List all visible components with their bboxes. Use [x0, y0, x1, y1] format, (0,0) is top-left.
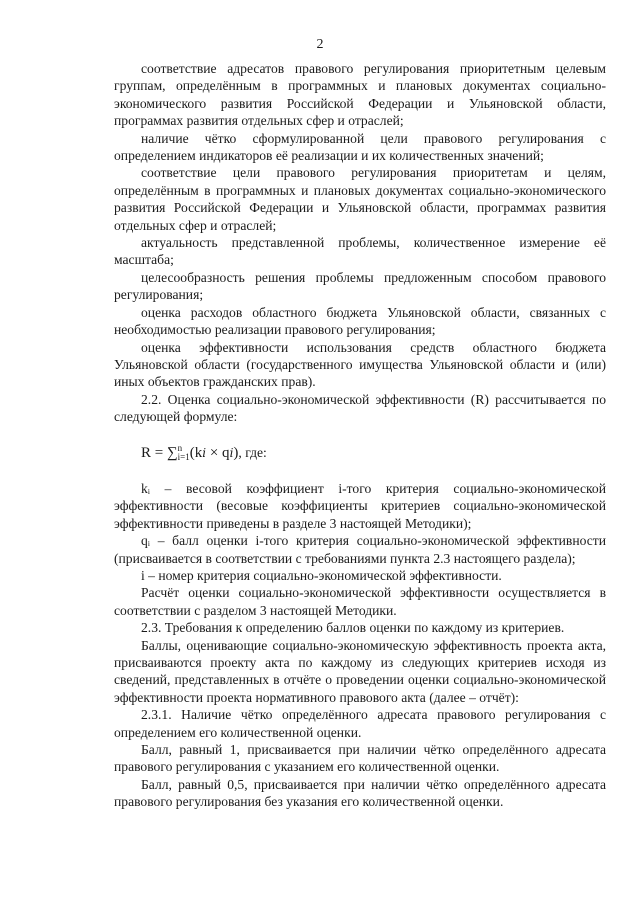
paragraph: целесообразность решения проблемы предложенным способом правового регулирования;: [114, 269, 606, 303]
formula-suffix: , где:: [238, 444, 267, 460]
formula-times: × q: [206, 444, 230, 461]
paragraph: оценка эффективности использования средств областного бюджета Ульяновской области (государственного имущества Ульяновской области и (или) иных объектов гражданских прав).: [114, 339, 606, 390]
page-number: 2: [316, 37, 324, 52]
document-body: [114, 60, 606, 811]
formula-close: ): [233, 444, 239, 461]
paragraph: Балл, равный 1, присваивается при наличии чётко определённого адресата правового регулирования с указанием его количественной оценки.: [114, 742, 606, 775]
formula-sum-lower: i=1: [177, 451, 190, 462]
definition-k: kᵢ – весовой коэффициент i-того критерия социально-экономической эффективности (весовые коэффициенты критериев социально-экономической эффективности приведены в разделе 3 настоящей Методики);: [114, 480, 606, 531]
paragraph: Расчёт оценки социально-экономической эффективности осуществляется в соответствии с разделом 3 настоящей Методики.: [114, 585, 606, 618]
definition-i: i – номер критерия социально-экономической эффективности.: [141, 567, 502, 583]
paragraph: наличие чётко сформулированной цели правового регулирования с определением индикаторов её реализации и их количественных значений;: [114, 130, 606, 164]
formula-k-subscript: i: [202, 445, 207, 460]
paragraph: соответствие адресатов правового регулирования приоритетным целевым группам, определённым в программных и плановых документах социально-экономического развития Российской Федерации и Ульяновской области, программах развития отдельных сфер и отраслей;: [114, 61, 606, 129]
paragraph: Баллы, оценивающие социально-экономическую эффективность проекта акта, присваиваются проекту акта по каждому из следующих критериев исходя из сведений, представленных в отчёте о проведении оценки социально-экономической эффективности проекта нормативного правового акта (далее – отчёт):: [114, 637, 606, 705]
formula: [141, 444, 606, 462]
paragraph: Балл, равный 0,5, присваивается при наличии чётко определённого адресата правового регулирования без указания его количественной оценки.: [114, 776, 606, 810]
paragraph: актуальность представленной проблемы, количественное измерение её масштаба;: [114, 235, 606, 268]
definition-q: qᵢ – балл оценки i-того критерия социально-экономической эффективности (присваивается в соответствии с требованиями пункта 2.3 настоящего раздела);: [114, 533, 606, 566]
section-2-3-1-heading: 2.3.1. Наличие чётко определённого адресата правового регулирования с определением его количественной оценки.: [114, 707, 606, 740]
section-2-3-heading: 2.3. Требования к определению баллов оценки по каждому из критериев.: [141, 620, 565, 636]
paragraph: оценка расходов областного бюджета Ульяновской области, связанных с необходимостью реализации правового регулирования;: [114, 304, 606, 338]
formula-sum-sign: ∑: [166, 444, 178, 461]
formula-lhs: R =: [141, 444, 164, 461]
section-2-2-paragraph: 2.2. Оценка социально-экономической эффективности (R) рассчитывается по следующей формуле:: [114, 391, 606, 425]
formula-q-subscript: i: [229, 445, 234, 460]
formula-open: (k: [189, 444, 203, 461]
formula-sum-upper: n: [177, 442, 183, 453]
paragraph: соответствие цели правового регулирования приоритетам и целям, определённым в программных и плановых документах социально-экономического развития Российской Федерации и Ульяновской области, программах развития отдельных сфер и отраслей;: [114, 165, 606, 233]
